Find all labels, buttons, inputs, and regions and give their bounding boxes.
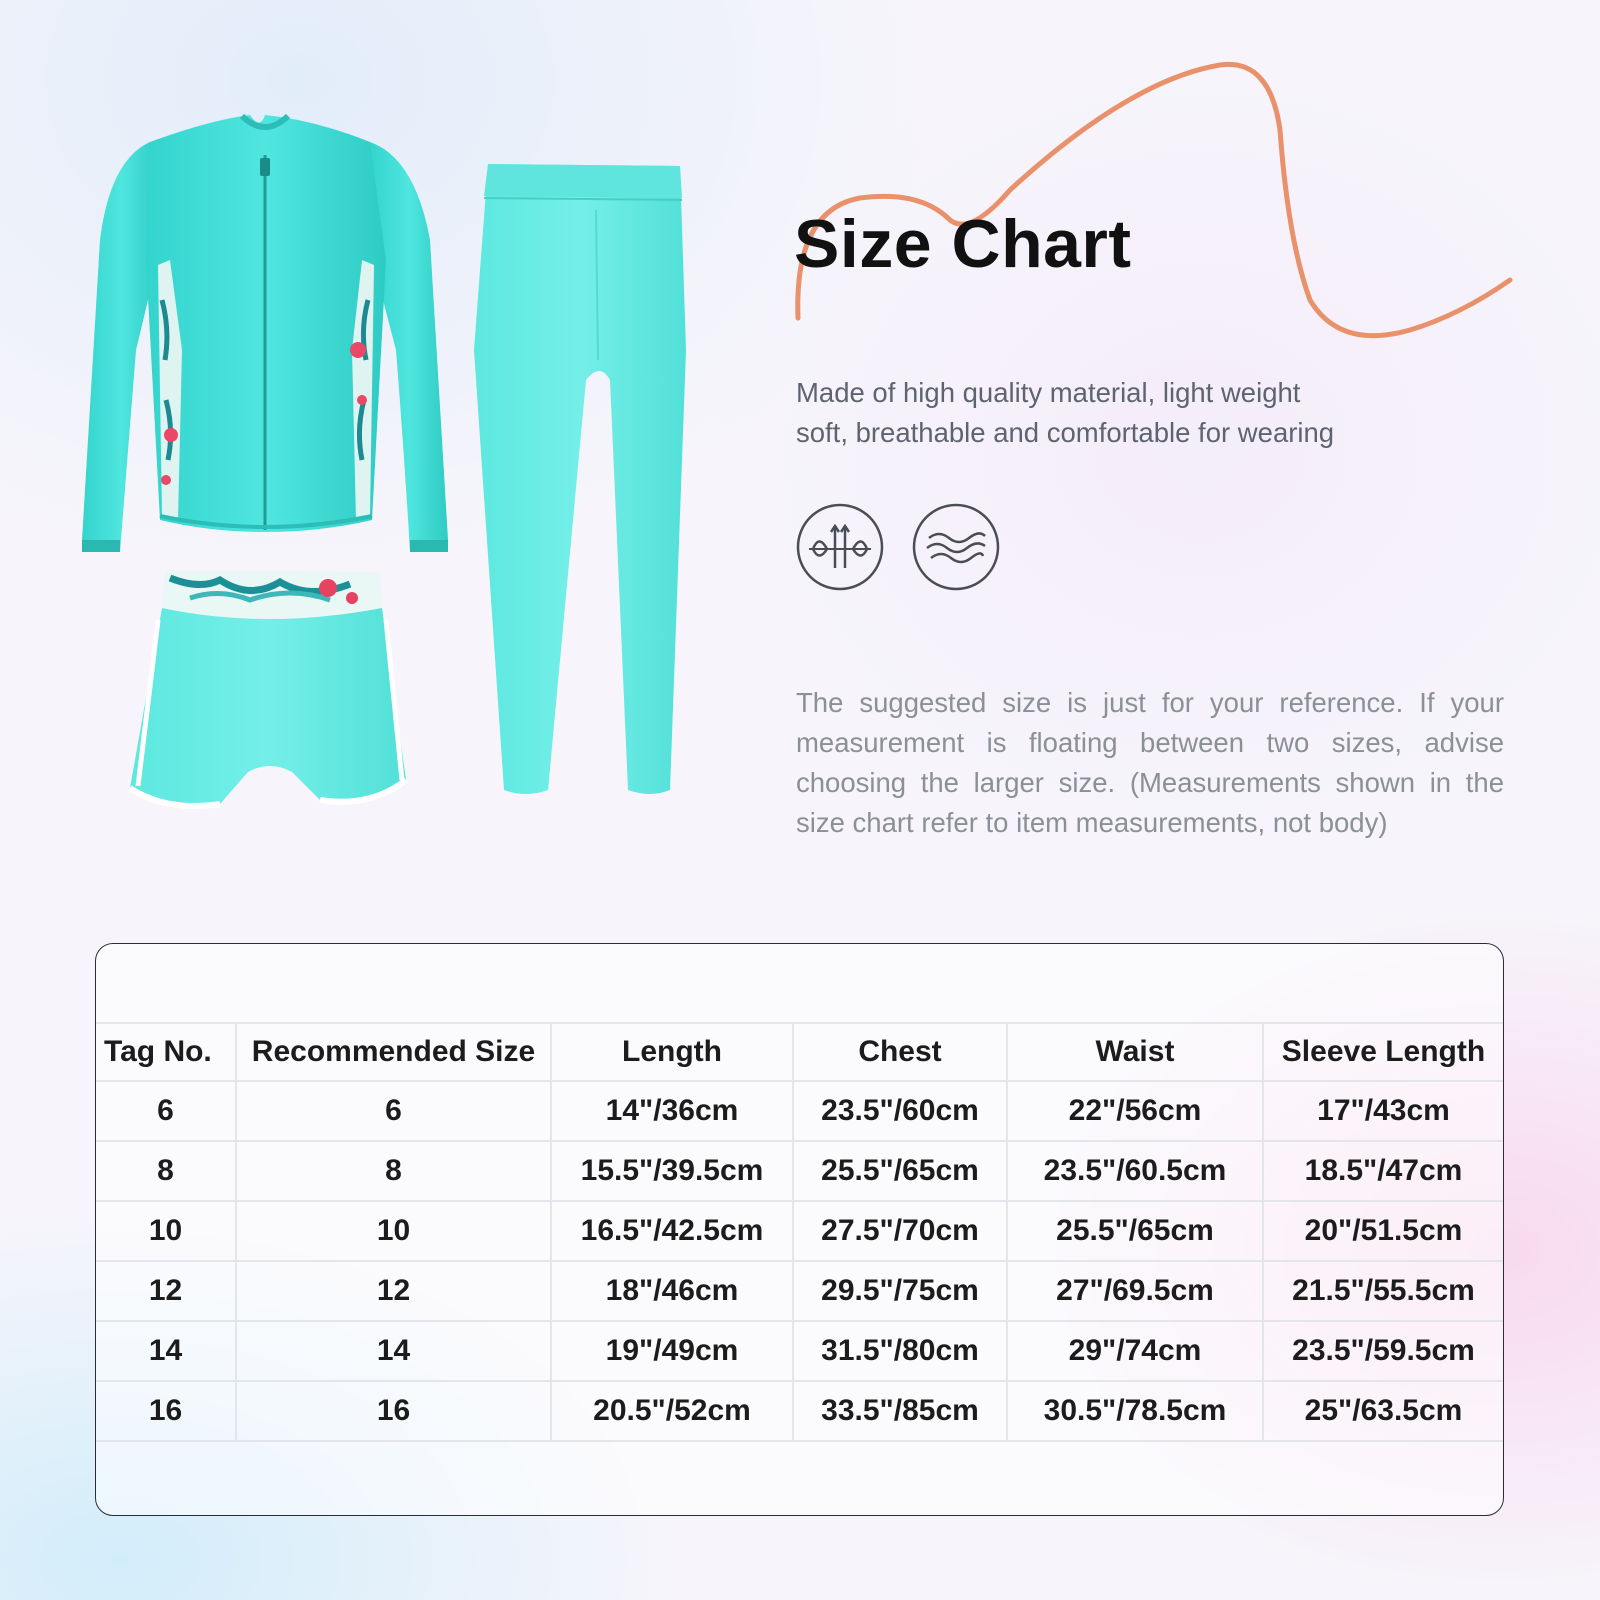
swim-shorts — [130, 570, 406, 806]
cell-recommended-size: 14 — [236, 1321, 551, 1381]
cell-chest: 27.5"/70cm — [793, 1201, 1007, 1261]
header-sleeve-length: Sleeve Length — [1263, 1023, 1503, 1081]
header-tag-no: Tag No. — [96, 1023, 236, 1081]
cell-tag-no: 6 — [96, 1081, 236, 1141]
cell-recommended-size: 10 — [236, 1201, 551, 1261]
cell-waist: 23.5"/60.5cm — [1007, 1141, 1263, 1201]
cell-chest: 29.5"/75cm — [793, 1261, 1007, 1321]
cell-tag-no: 16 — [96, 1381, 236, 1441]
cell-chest: 33.5"/85cm — [793, 1381, 1007, 1441]
cell-waist: 29"/74cm — [1007, 1321, 1263, 1381]
cell-recommended-size: 12 — [236, 1261, 551, 1321]
cell-chest: 25.5"/65cm — [793, 1141, 1007, 1201]
table-row — [96, 1261, 1503, 1321]
rash-guard-jacket — [82, 115, 448, 552]
decorative-curve — [770, 40, 1530, 360]
cell-sleeve-length: 21.5"/55.5cm — [1263, 1261, 1503, 1321]
cell-waist: 30.5"/78.5cm — [1007, 1381, 1263, 1441]
soft-fabric-wave-icon — [911, 502, 1001, 592]
header-waist: Waist — [1007, 1023, 1263, 1081]
cell-waist: 25.5"/65cm — [1007, 1201, 1263, 1261]
header-chest: Chest — [793, 1023, 1007, 1081]
cell-tag-no: 12 — [96, 1261, 236, 1321]
description-line: Made of high quality material, light weight — [796, 377, 1301, 408]
size-table — [96, 1022, 1503, 1442]
cell-tag-no: 14 — [96, 1321, 236, 1381]
cell-tag-no: 10 — [96, 1201, 236, 1261]
cell-length: 19"/49cm — [551, 1321, 793, 1381]
cell-sleeve-length: 20"/51.5cm — [1263, 1201, 1503, 1261]
table-row — [96, 1381, 1503, 1441]
cell-waist: 27"/69.5cm — [1007, 1261, 1263, 1321]
table-header-row — [96, 1023, 1503, 1081]
header-recommended-size: Recommended Size — [236, 1023, 551, 1081]
cell-sleeve-length: 17"/43cm — [1263, 1081, 1503, 1141]
cell-chest: 31.5"/80cm — [793, 1321, 1007, 1381]
cell-sleeve-length: 23.5"/59.5cm — [1263, 1321, 1503, 1381]
size-table-card — [95, 943, 1504, 1516]
cell-length: 14"/36cm — [551, 1081, 793, 1141]
cell-length: 15.5"/39.5cm — [551, 1141, 793, 1201]
cell-length: 18"/46cm — [551, 1261, 793, 1321]
cell-chest: 23.5"/60cm — [793, 1081, 1007, 1141]
page-title: Size Chart — [794, 206, 1132, 282]
breathable-icon — [795, 502, 885, 592]
cell-recommended-size: 16 — [236, 1381, 551, 1441]
table-row — [96, 1081, 1503, 1141]
swim-leggings — [474, 164, 686, 794]
table-row — [96, 1141, 1503, 1201]
size-advice-note: The suggested size is just for your reference. If your measurement is floating between two sizes, advise choosing the larger size. (Measurements shown in the size chart refer to item measurements, not body) — [796, 686, 1504, 838]
cell-length: 20.5"/52cm — [551, 1381, 793, 1441]
cell-sleeve-length: 25"/63.5cm — [1263, 1381, 1503, 1441]
product-image — [70, 100, 710, 840]
cell-tag-no: 8 — [96, 1141, 236, 1201]
description-line: soft, breathable and comfortable for wearing — [796, 417, 1335, 448]
cell-sleeve-length: 18.5"/47cm — [1263, 1141, 1503, 1201]
cell-waist: 22"/56cm — [1007, 1081, 1263, 1141]
cell-recommended-size: 6 — [236, 1081, 551, 1141]
table-row — [96, 1201, 1503, 1261]
header-length: Length — [551, 1023, 793, 1081]
table-row — [96, 1321, 1503, 1381]
cell-recommended-size: 8 — [236, 1141, 551, 1201]
cell-length: 16.5"/42.5cm — [551, 1201, 793, 1261]
product-description — [796, 373, 1416, 453]
